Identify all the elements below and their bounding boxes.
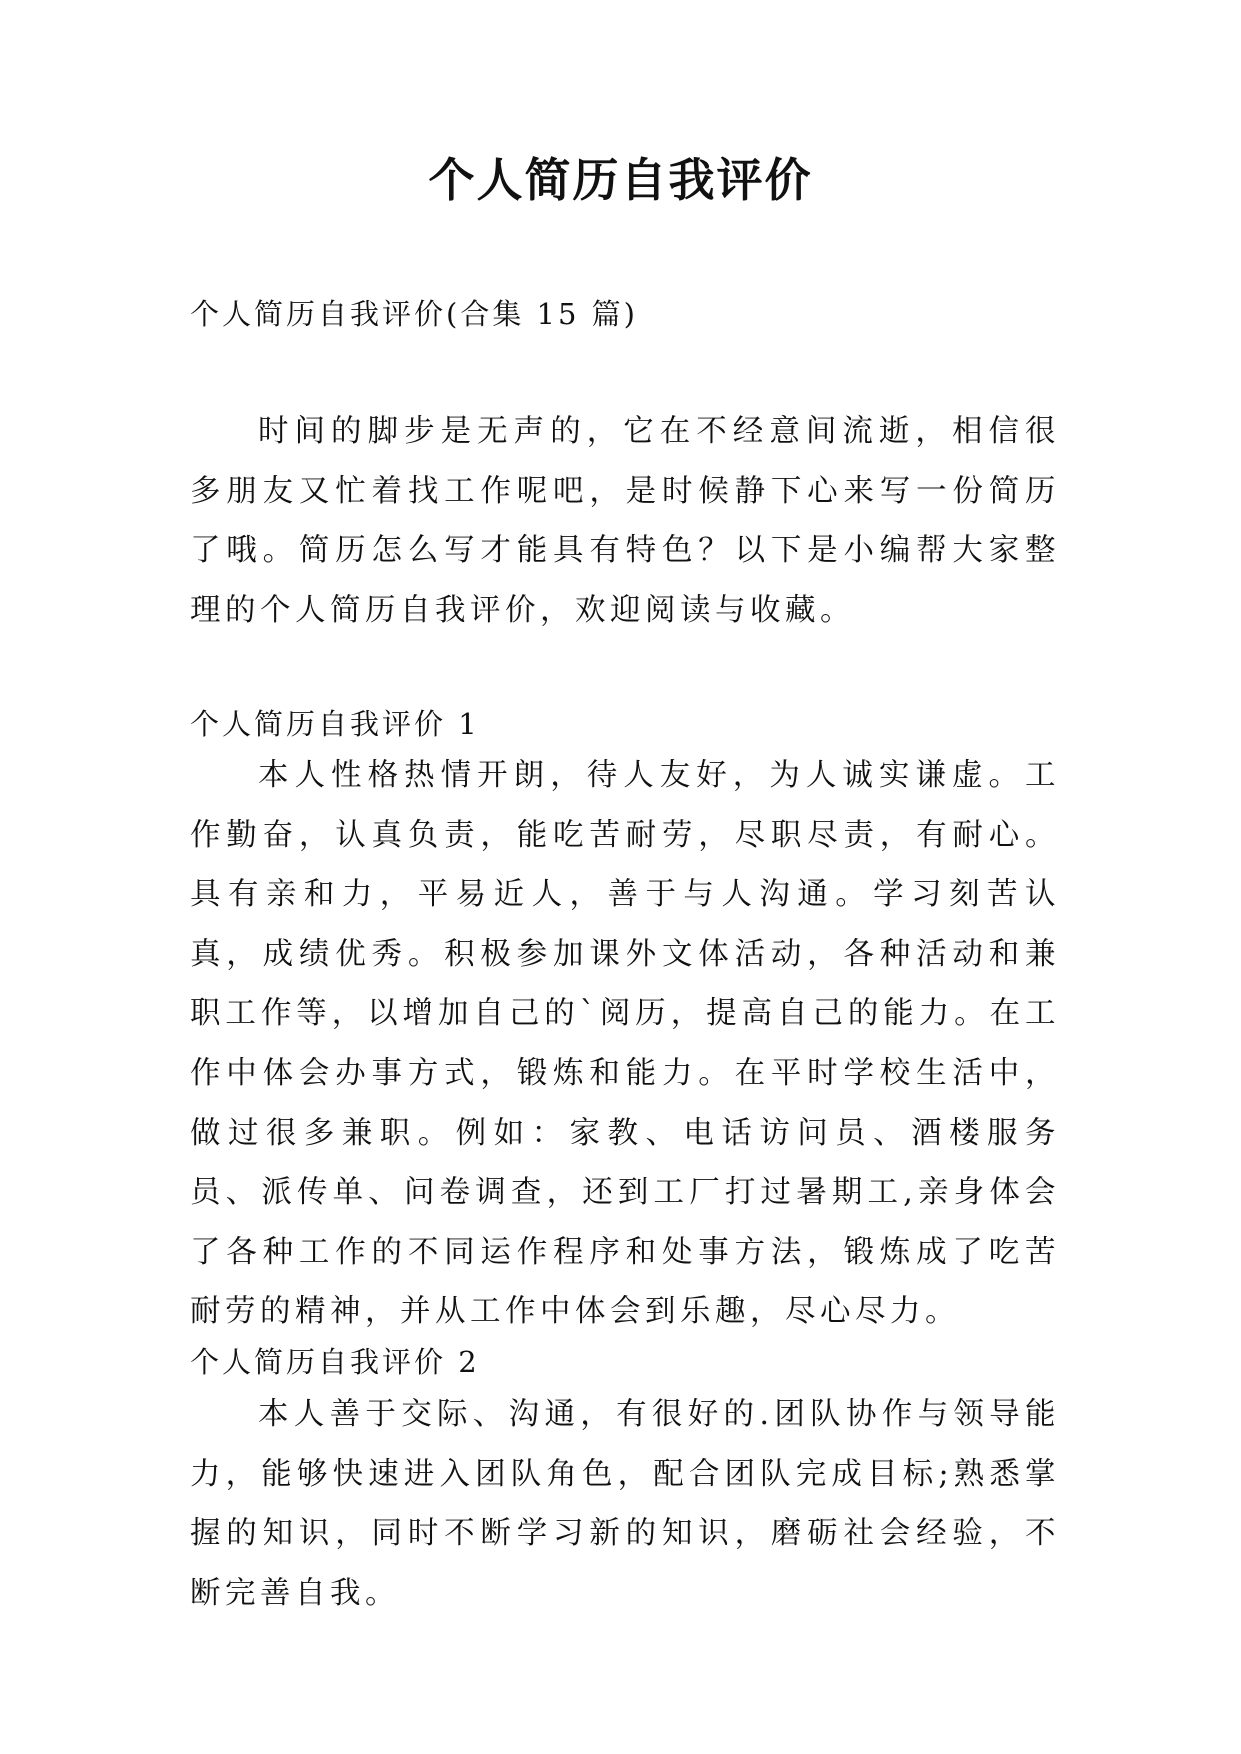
document-title: 个人简历自我评价	[428, 153, 813, 207]
section-body-1: 本人性格热情开朗，待人友好，为人诚实谦虚。工作勤奋，认真负责，能吃苦耐劳，尽职尽责，有耐心。具有亲和力，平易近人，善于与人沟通。学习刻苦认真，成绩优秀。积极参加课外文体活动，各种活动和兼职工作等，以增加自己的`阅历，提高自己的能力。在工作中体会办事方式，锻炼和能力。在平时学校生活中，做过很多兼职。例如：家教、电话访问员、酒楼服务员、派传单、问卷调查，还到工厂打过暑期工,亲身体会了各种工作的不同运作程序和处事方法，锻炼成了吃苦耐劳的精神，并从工作中体会到乐趣，尽心尽力。	[190, 758, 1060, 1330]
intro-paragraph: 时间的脚步是无声的，它在不经意间流逝，相信很多朋友又忙着找工作呢吧，是时候静下心来写一份简历了哦。简历怎么写才能具有特色？以下是小编帮大家整理的个人简历自我评价，欢迎阅读与收藏。	[190, 414, 1060, 628]
document-subtitle: 个人简历自我评价(合集 15 篇)	[190, 297, 638, 331]
section-heading-1: 个人简历自我评价 1	[190, 707, 480, 741]
section-body-2: 本人善于交际、沟通，有很好的.团队协作与领导能力，能够快速进入团队角色，配合团队完成目标;熟悉掌握的知识，同时不断学习新的知识，磨砺社会经验，不断完善自我。	[190, 1397, 1060, 1611]
section-heading-2: 个人简历自我评价 2	[190, 1345, 480, 1379]
